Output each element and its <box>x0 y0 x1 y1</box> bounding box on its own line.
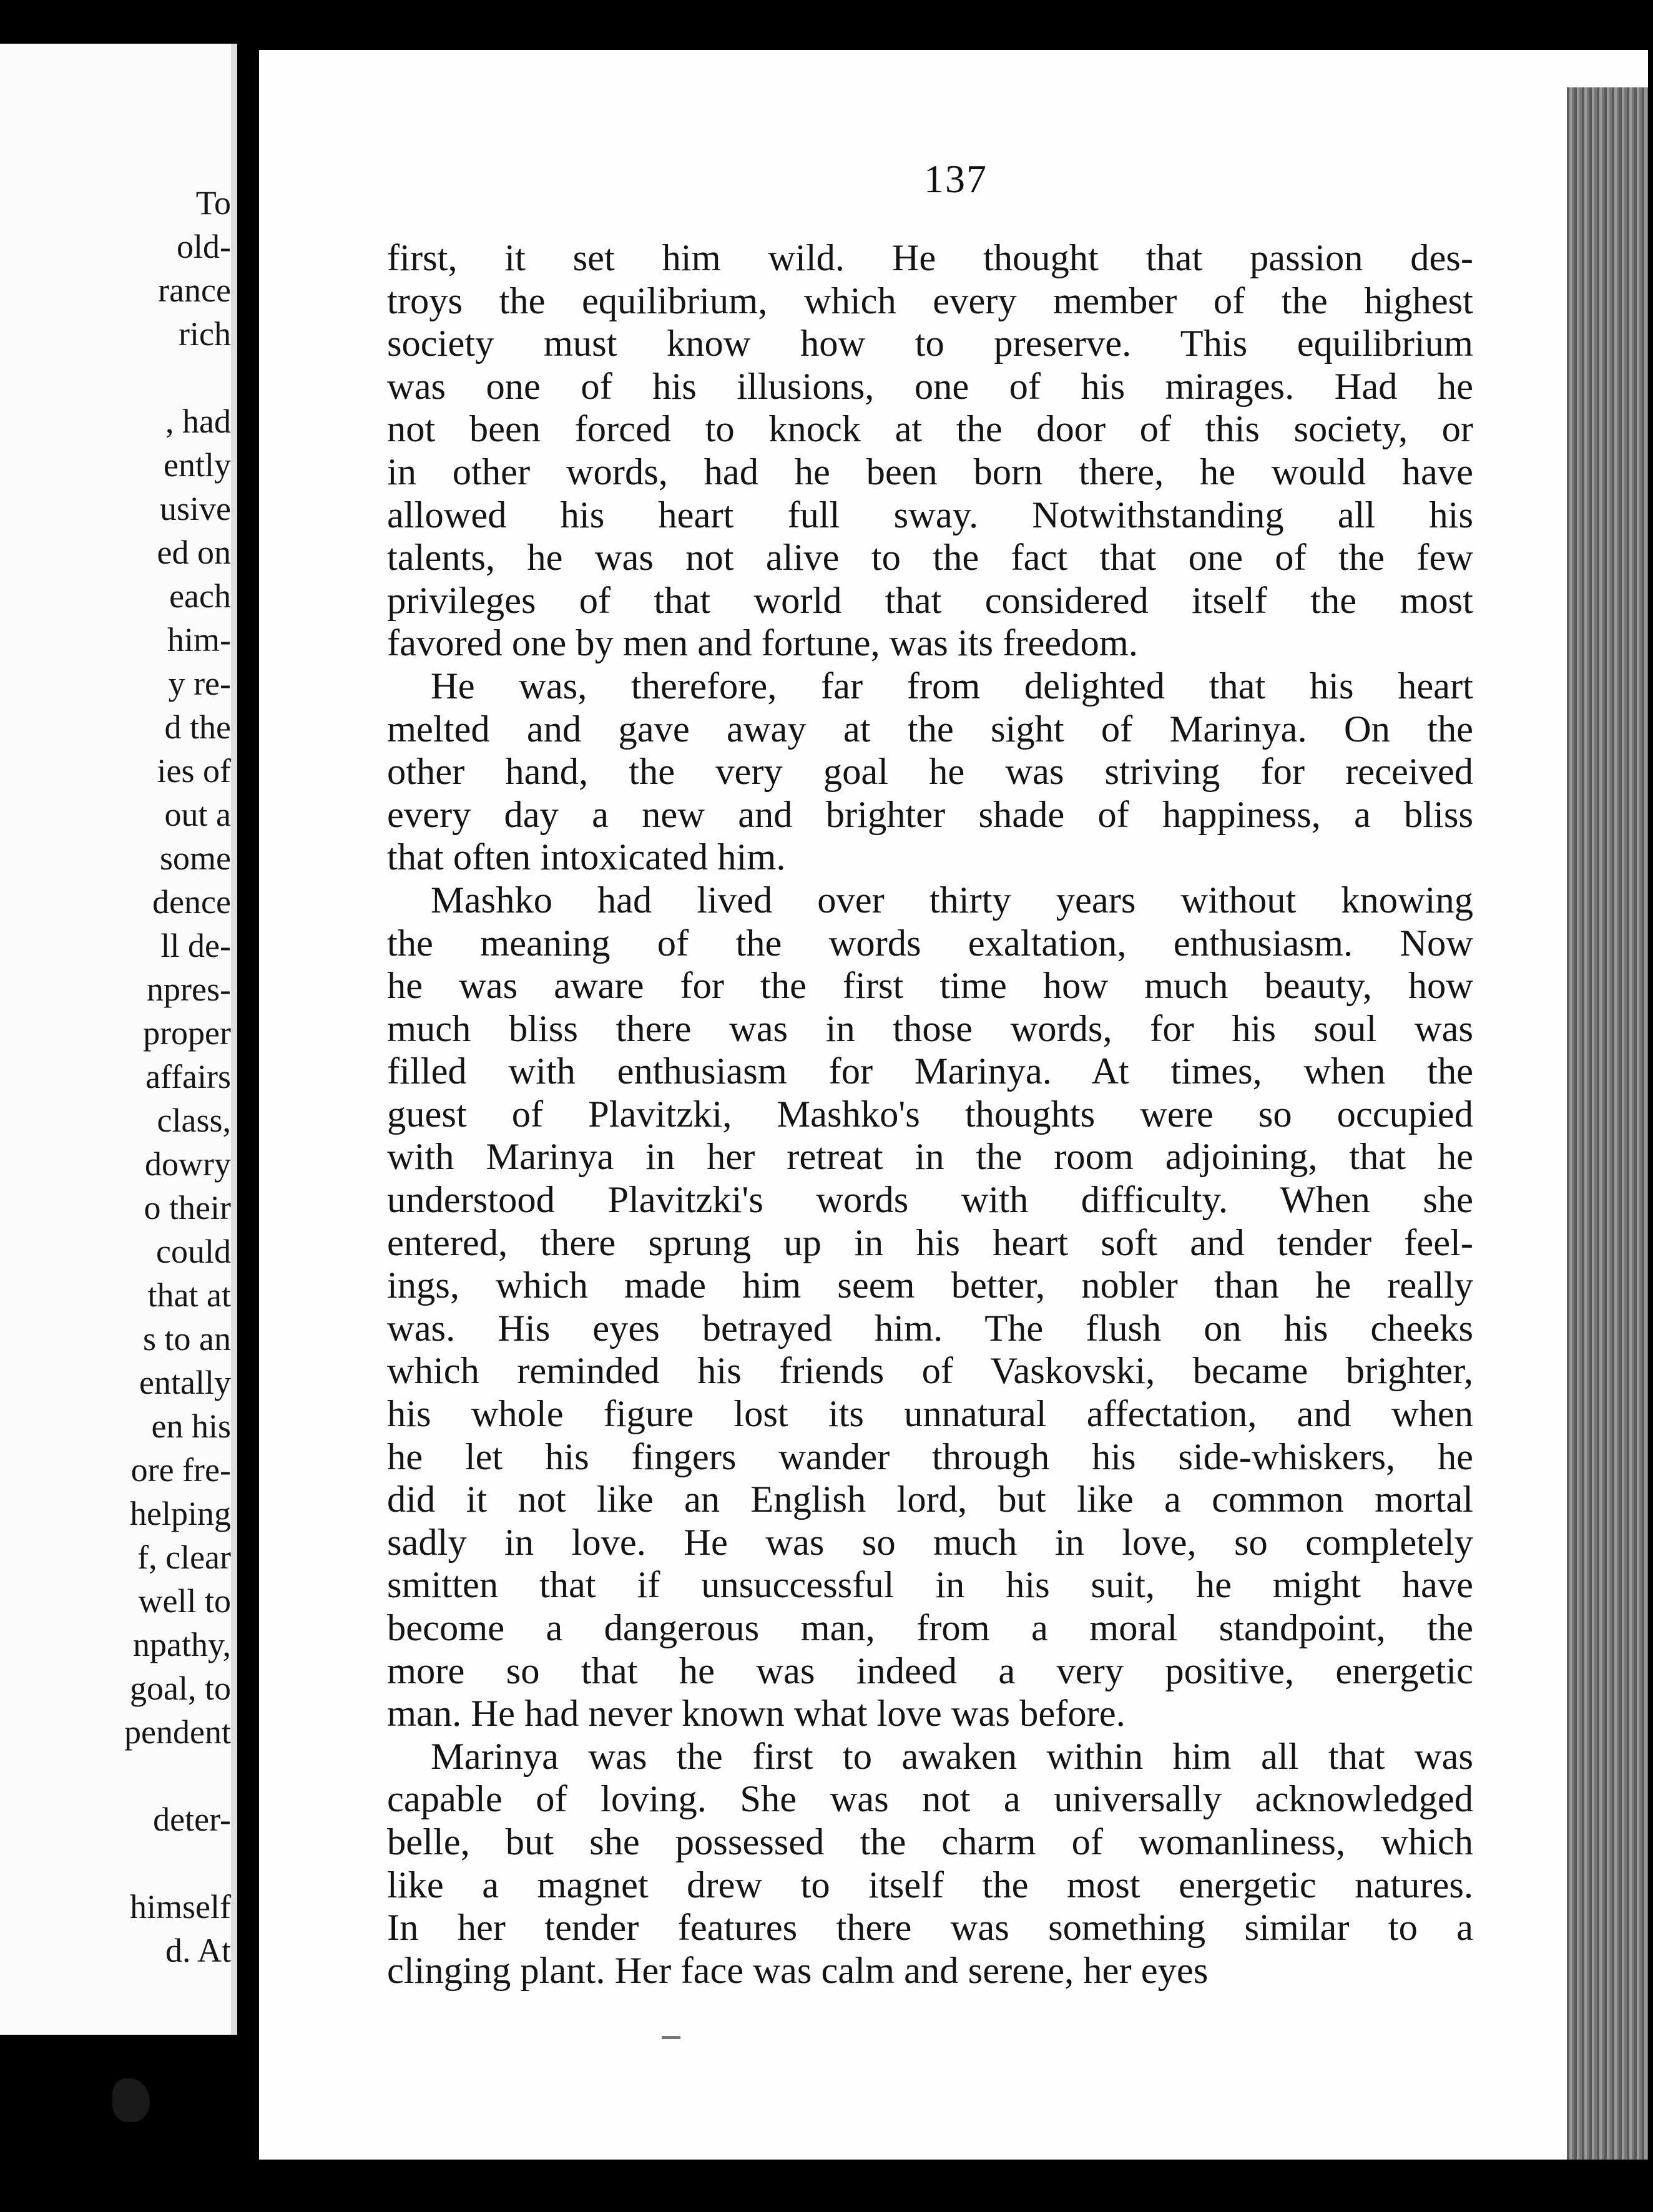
text-line: understood Plavitzki's words with difficulty. When she <box>387 1179 1473 1221</box>
left-page-fragment: entally <box>139 1364 231 1401</box>
left-page-fragment: s to an <box>143 1320 231 1358</box>
left-page-fragment: class, <box>157 1102 231 1139</box>
left-page-fragment: old- <box>177 228 231 265</box>
page-number: 137 <box>924 157 988 201</box>
text-line: did it not like an English lord, but like a common mortal <box>387 1479 1473 1521</box>
left-page-fragment: ently <box>164 446 231 484</box>
body-text <box>387 237 1473 1992</box>
left-page-fragment: that at <box>147 1276 231 1314</box>
text-line: allowed his heart full sway. Notwithstanding all his <box>387 494 1473 536</box>
text-line: belle, but she possessed the charm of womanliness, which <box>387 1821 1473 1863</box>
left-page-fragment: goal, to <box>130 1670 231 1707</box>
left-page-fragment: well to <box>138 1582 231 1620</box>
left-page-fragment: dence <box>152 883 231 921</box>
left-page-fragment: proper <box>143 1014 231 1052</box>
text-line: He was, therefore, far from delighted that his heart <box>431 665 1473 707</box>
left-page-fragment: ies of <box>157 752 231 790</box>
text-line: become a dangerous man, from a moral standpoint, the <box>387 1607 1473 1649</box>
left-page-fragment: d. At <box>165 1932 231 1969</box>
left-page-fragment: affairs <box>145 1058 231 1095</box>
left-page-fragment: helping <box>130 1495 231 1532</box>
text-line: he was aware for the first time how much beauty, how <box>387 965 1473 1007</box>
text-line: he let his fingers wander through his side-whiskers, he <box>387 1436 1473 1478</box>
left-page-fragment: f, clear <box>137 1539 231 1576</box>
text-line: the meaning of the words exaltation, enthusiasm. Now <box>387 922 1473 964</box>
left-page-fragment: y re- <box>168 665 231 702</box>
text-line: sadly in love. He was so much in love, so completely <box>387 1521 1473 1564</box>
text-line: much bliss there was in those words, for his soul was <box>387 1007 1473 1050</box>
left-page-fragment: deter- <box>153 1801 231 1838</box>
left-page-fragment: each <box>169 577 231 615</box>
text-line: society must know how to preserve. This equilibrium <box>387 323 1473 365</box>
page-edge <box>1567 87 1648 2160</box>
text-line: Marinya was the first to awaken within him all that was <box>431 1735 1473 1778</box>
text-line: clinging plant. Her face was calm and serene, her eyes <box>387 1949 1209 1992</box>
text-line: favored one by men and fortune, was its freedom. <box>387 622 1138 665</box>
text-line: man. He had never known what love was before. <box>387 1693 1126 1735</box>
text-line: troys the equilibrium, which every member of the highest <box>387 280 1473 322</box>
left-page-fragment: dowry <box>145 1145 231 1183</box>
left-page-fragment: npathy, <box>133 1626 231 1663</box>
text-line: which reminded his friends of Vaskovski, became brighter, <box>387 1350 1473 1392</box>
ink-smudge <box>112 2078 150 2122</box>
left-page-fragment: himself <box>130 1888 231 1926</box>
text-line: more so that he was indeed a very positive, energetic <box>387 1650 1473 1692</box>
text-line: his whole figure lost its unnatural affectation, and when <box>387 1393 1473 1436</box>
text-line: privileges of that world that considered itself the most <box>387 579 1473 622</box>
text-line: melted and gave away at the sight of Marinya. On the <box>387 708 1473 750</box>
text-line: with Marinya in her retreat in the room adjoining, that he <box>387 1136 1473 1178</box>
left-page-fragment: npres- <box>147 971 231 1008</box>
text-line: other hand, the very goal he was striving for received <box>387 751 1473 793</box>
text-line: was. His eyes betrayed him. The flush on his cheeks <box>387 1307 1473 1349</box>
left-page-fragment: ed on <box>157 534 231 571</box>
left-page-fragment: out a <box>164 796 231 833</box>
text-line: not been forced to knock at the door of this society, or <box>387 408 1473 451</box>
left-page-fragment: rance <box>158 272 231 309</box>
left-page-fragment: pendent <box>124 1713 231 1751</box>
left-page-fragment: en his <box>151 1407 231 1445</box>
left-page-fragment: ore fre- <box>130 1451 231 1489</box>
text-line: in other words, had he been born there, he would have <box>387 451 1473 493</box>
text-line: first, it set him wild. He thought that passion des- <box>387 237 1473 279</box>
text-line: smitten that if unsuccessful in his suit, he might have <box>387 1564 1473 1607</box>
left-page-fragment: d the <box>164 708 231 746</box>
text-line: filled with enthusiasm for Marinya. At times, when the <box>387 1050 1473 1093</box>
left-page-fragment: , had <box>165 403 231 440</box>
left-page-fragment: could <box>156 1233 231 1270</box>
left-page <box>0 44 237 2035</box>
text-line: talents, he was not alive to the fact that one of the few <box>387 537 1473 579</box>
text-line: entered, there sprung up in his heart soft and tender feel- <box>387 1221 1473 1264</box>
left-page-fragment: To <box>195 184 231 222</box>
left-page-fragment: rich <box>179 315 231 353</box>
text-line: Mashko had lived over thirty years without knowing <box>431 879 1473 921</box>
left-page-fragment: some <box>160 839 231 877</box>
text-line: every day a new and brighter shade of happiness, a bliss <box>387 793 1473 836</box>
left-page-fragment: him- <box>167 621 231 658</box>
left-page-fragment: o their <box>144 1189 231 1226</box>
text-line: ings, which made him seem better, nobler than he really <box>387 1265 1473 1307</box>
text-line: In her tender features there was something similar to a <box>387 1907 1473 1949</box>
left-page-fragment: ll de- <box>160 927 231 964</box>
text-line: like a magnet drew to itself the most energetic natures. <box>387 1864 1473 1906</box>
left-page-fragment: usive <box>160 490 231 527</box>
text-line: capable of loving. She was not a universally acknowledged <box>387 1778 1473 1821</box>
text-line: was one of his illusions, one of his mirages. Had he <box>387 365 1473 408</box>
text-line: that often intoxicated him. <box>387 836 786 879</box>
ink-mark <box>662 2036 680 2039</box>
text-line: guest of Plavitzki, Mashko's thoughts were so occupied <box>387 1093 1473 1135</box>
